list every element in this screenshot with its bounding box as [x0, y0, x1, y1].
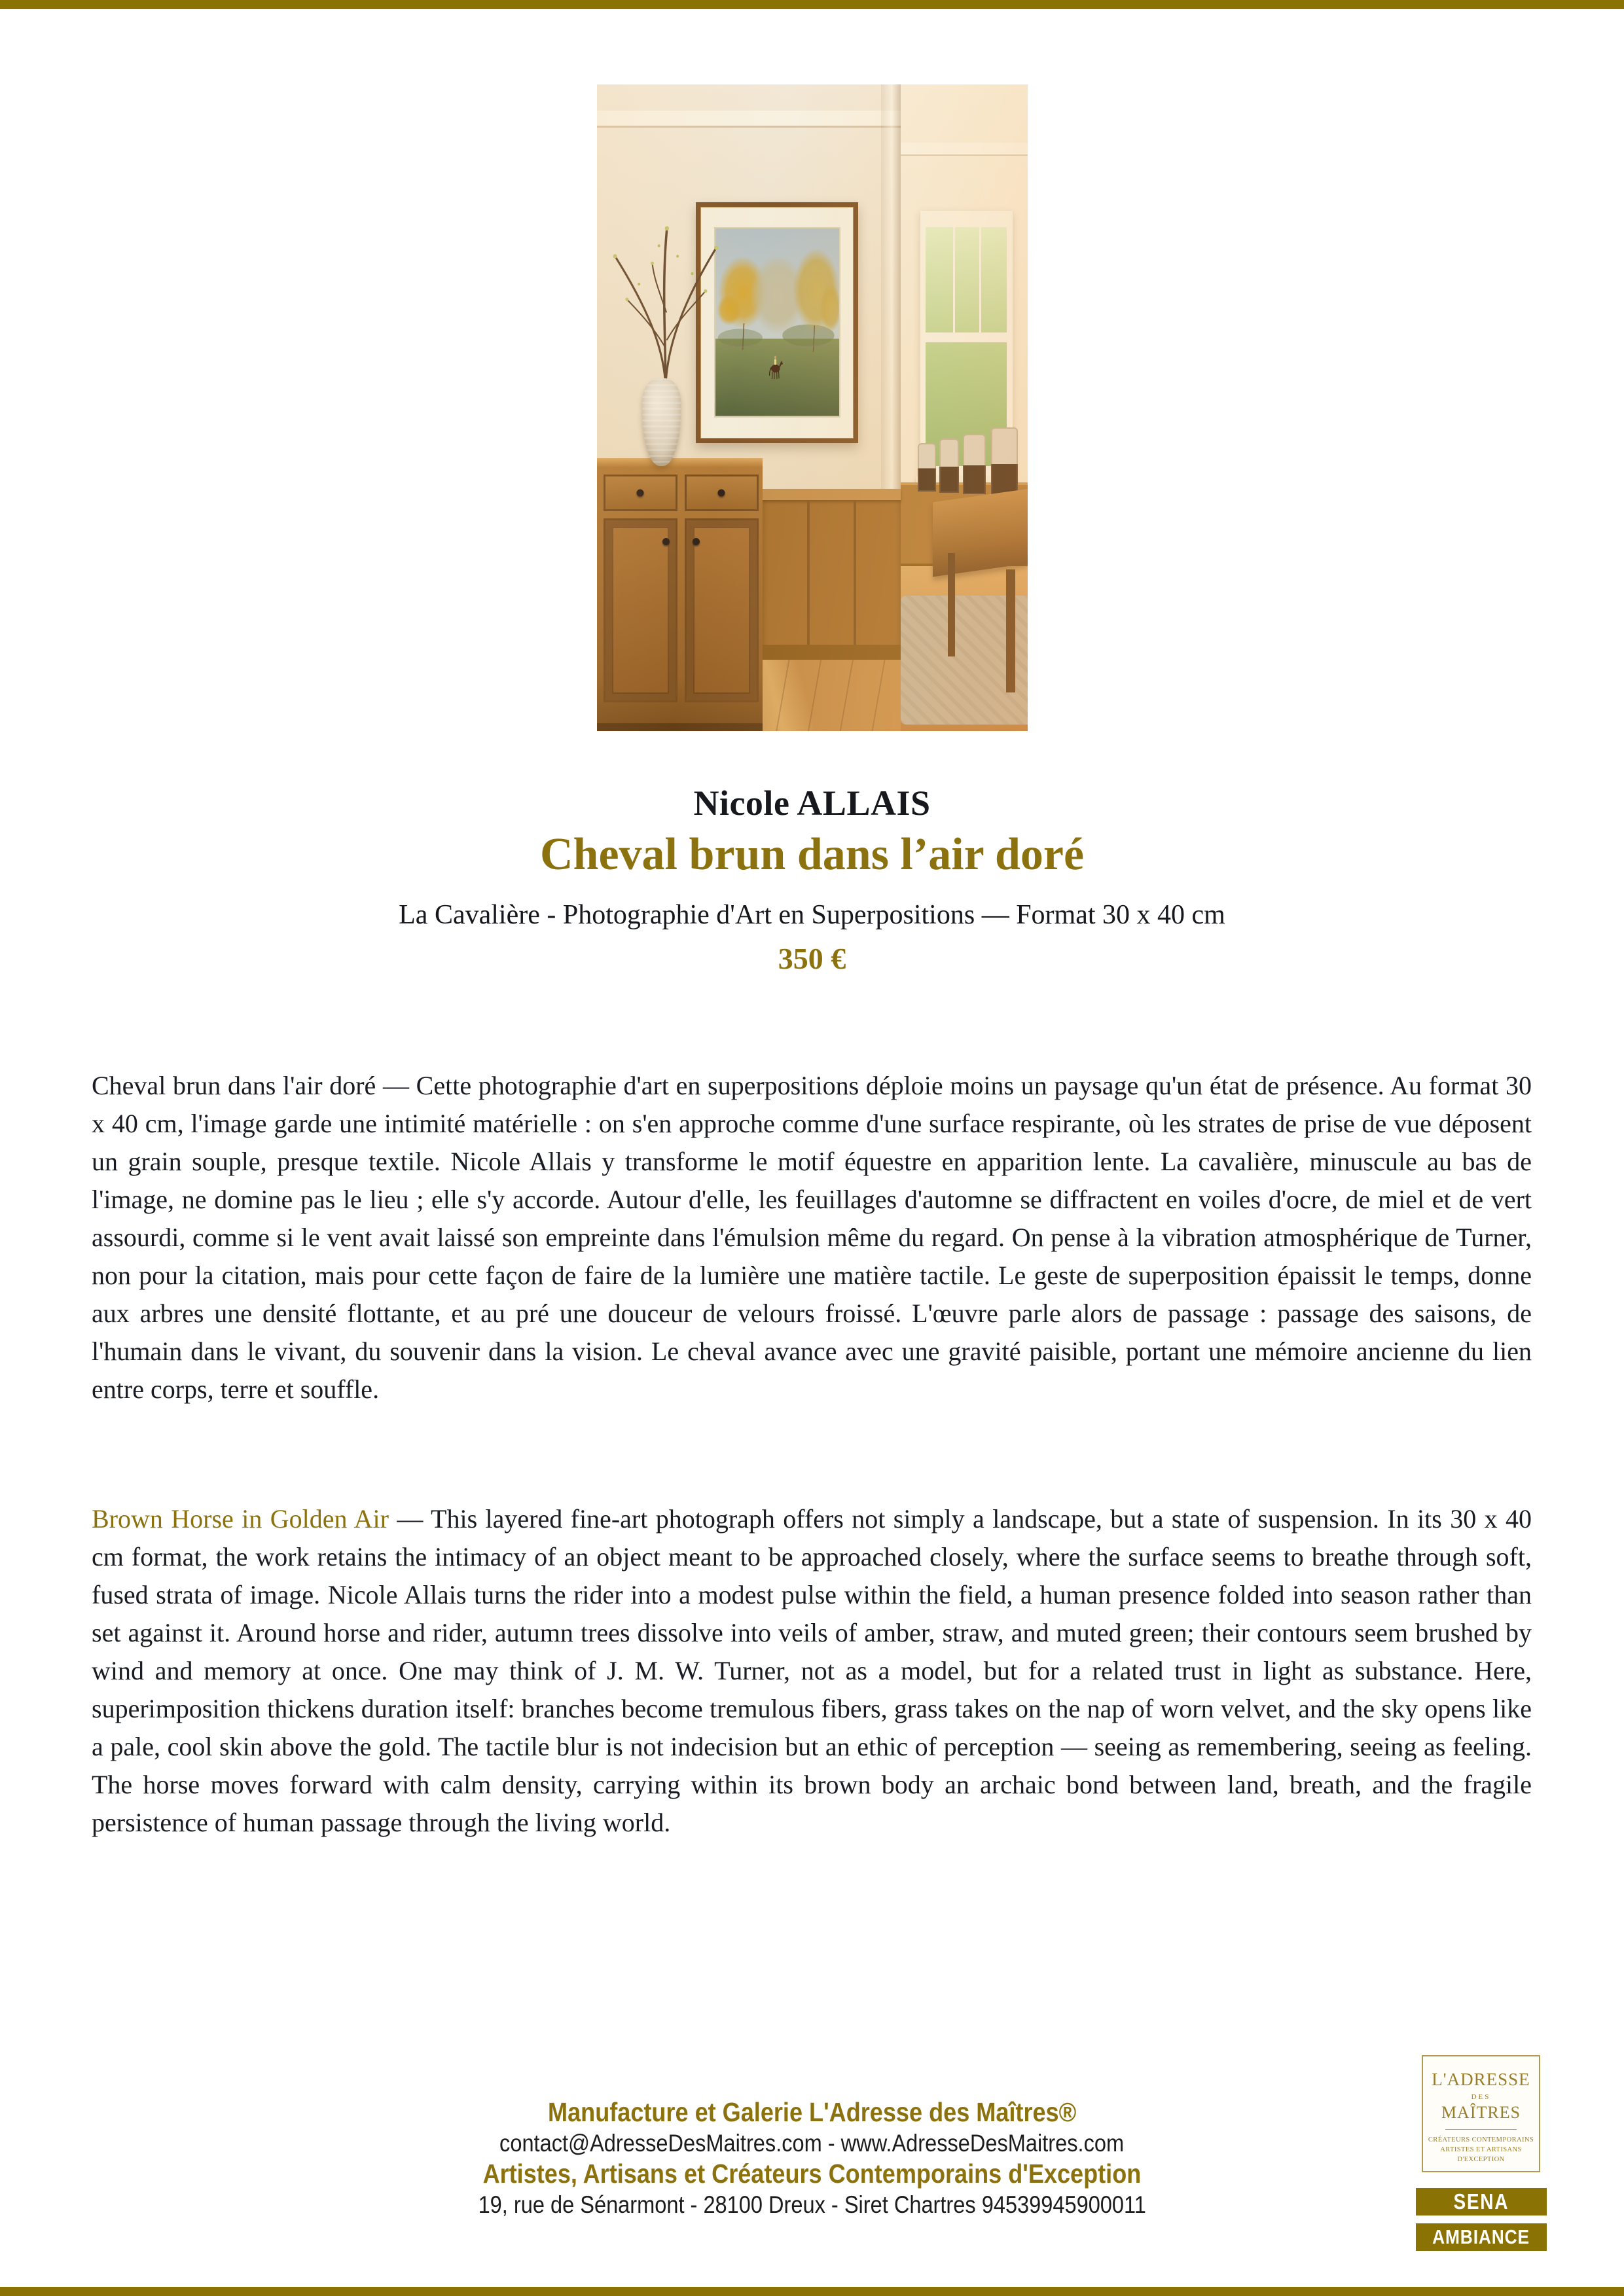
logo-subline-2: ARTISTES ET ARTISANS: [1440, 2146, 1522, 2153]
footer-tagline-text: Artistes, Artisans et Créateurs Contemporains d'Exception: [482, 2159, 1142, 2189]
logo-line-maitres: MAÎTRES: [1441, 2103, 1521, 2122]
artist-name: Nicole ALLAIS: [693, 783, 931, 823]
footer-address-text: 19, rue de Sénarmont - 28100 Dreux - Siret Chartres 94539945900011: [478, 2191, 1146, 2218]
badge-sena: [1416, 2188, 1547, 2215]
footer-contact: [0, 2130, 1624, 2157]
artwork-subtitle: La Cavalière - Photographie d'Art en Superpositions — Format 30 x 40 cm: [399, 900, 1225, 930]
badge-ambiance-text: AMBIANCE: [1432, 2225, 1530, 2248]
badge-sena-text: SENA: [1453, 2189, 1509, 2214]
logo-subline-3: D'EXCEPTION: [1457, 2156, 1505, 2163]
price: 350 €: [778, 942, 846, 975]
top-accent-bar: [0, 0, 1624, 9]
description-english-body: — This layered fine-art photograph offers not simply a landscape, but a state of suspension. In its 30 x 40 cm format, the work retains the intimacy of an object meant to be approached closely, where the surface seems to breathe through soft, fused strata of image. Nicole Allais turns the rider into a modest pulse within the field, a human presence folded into season rather than set against it. Around horse and rider, autumn trees dissolve into veils of amber, straw, and muted green; their contours seem brushed by wind and memory at once. One may think of J. M. W. Turner, not as a model, but for a related trust in light as substance. Here, superimposition thickens duration itself: branches become tremulous fibers, grass takes on the nap of worn velvet, and the sky opens like a pale, cool skin above the gold. The tactile blur is not indecision but an ethic of perception — seeing as remembering, seeing as feeling. The horse moves forward with calm density, carrying within its brown body an archaic bond between land, breath, and the fragile persistence of human passage through the living world.: [92, 1504, 1532, 1837]
description-english-lead: Brown Horse in Golden Air: [92, 1504, 389, 1534]
description-french: Cheval brun dans l'air doré — Cette photographie d'art en superpositions déploie moins un paysage qu'un état de présence. Au format 30 x 40 cm, l'image garde une intimité matérielle : on s'en approche comme d'une surface respirante, où les strates de prise de vue déposent un grain souple, presque textile. Nicole Allais y transforme le motif équestre en apparition lente. La cavalière, minuscule au bas de l'image, ne domine pas le lieu ; elle s'y accorde. Autour d'elle, les feuillages d'automne se diffractent en voiles d'ocre, de miel et de vert assourdi, comme si le vent avait laissé son empreinte dans l'émulsion même du regard. On pense à la vibration atmosphérique de Turner, non pour la citation, mais pour cette façon de faire de la lumière une matière tactile. Le geste de superposition épaissit le temps, donne aux arbres une densité flottante, et au pré une douceur de velours froissé. L'œuvre parle alors de passage : passage des saisons, de l'humain dans le vivant, du souvenir dans la vision. Le cheval avance avec une gravité paisible, portant une mémoire ancienne du lien entre corps, terre et souffle.: [92, 1071, 1532, 1404]
logo-divider: [1445, 2129, 1517, 2130]
footer-contact-text: contact@AdresseDesMaitres.com - www.AdresseDesMaitres.com: [499, 2130, 1125, 2157]
product-photo: [597, 84, 1028, 731]
artwork-title: Cheval brun dans l’air doré: [539, 829, 1085, 880]
footer-gallery-name: [0, 2097, 1624, 2128]
logo-subline-1: CRÉATEURS CONTEMPORAINS: [1428, 2136, 1534, 2144]
bottom-accent-bar: [0, 2287, 1624, 2296]
logo-line-adresse: L'ADRESSE: [1432, 2070, 1530, 2089]
footer-tagline: [0, 2159, 1624, 2189]
footer-gallery-name-text: Manufacture et Galerie L'Adresse des Maîtres®: [547, 2097, 1077, 2127]
description-english: [92, 1500, 1532, 1842]
gallery-logo: [1422, 2055, 1540, 2172]
logo-line-des: DES: [1471, 2093, 1491, 2101]
sunlight-overlay: [597, 84, 1028, 731]
badge-ambiance: [1416, 2223, 1547, 2251]
footer-address: [0, 2191, 1624, 2219]
